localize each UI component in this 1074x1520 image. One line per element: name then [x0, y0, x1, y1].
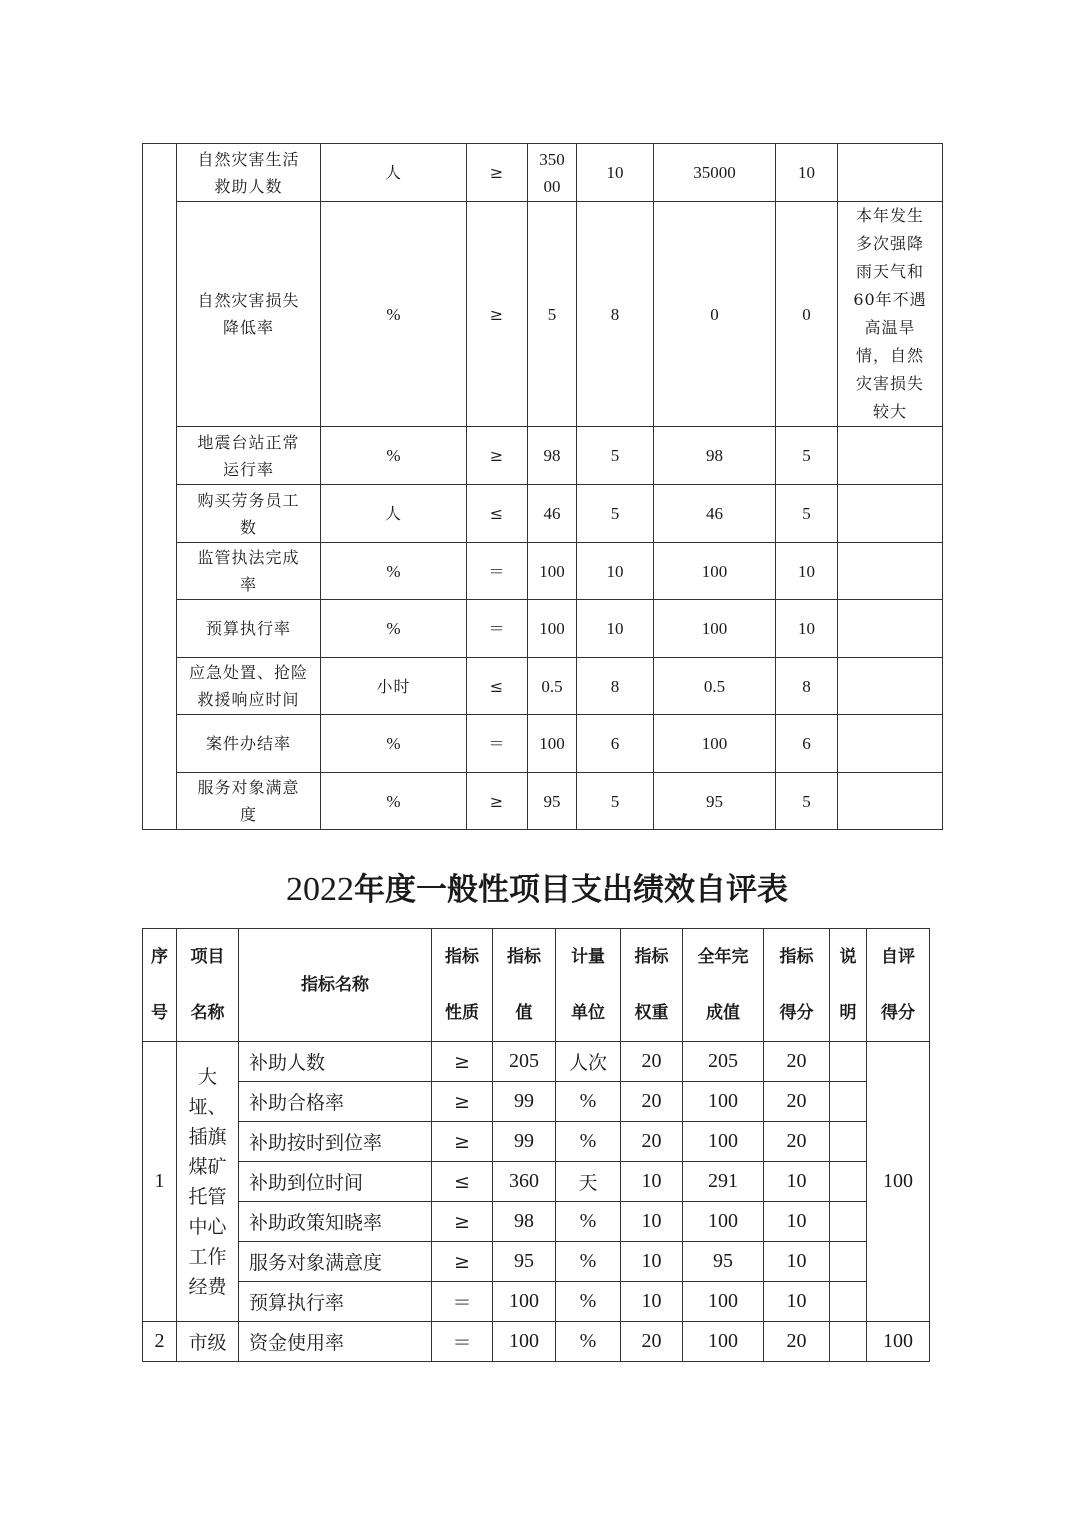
note-cell — [830, 1282, 867, 1322]
table-row — [143, 600, 943, 658]
unit-cell: % — [321, 600, 467, 658]
note-cell — [838, 715, 943, 773]
score-cell: 20 — [764, 1042, 830, 1082]
operator-cell: ≥ — [432, 1042, 493, 1082]
operator-cell: ≤ — [432, 1162, 493, 1202]
weight-cell: 8 — [577, 658, 654, 715]
table-row — [143, 715, 943, 773]
indicator-name: 补助政策知晓率 — [239, 1202, 432, 1242]
indicator-name: 预算执行率 — [177, 600, 321, 658]
score-cell: 10 — [776, 600, 838, 658]
score-cell: 5 — [776, 485, 838, 543]
unit-cell: % — [556, 1082, 621, 1122]
indicator-name: 服务对象满意度 — [177, 773, 321, 830]
actual-cell: 35000 — [654, 144, 776, 202]
header-project: 项目名称 — [177, 929, 239, 1042]
actual-cell: 291 — [683, 1162, 764, 1202]
operator-cell: ≥ — [467, 773, 528, 830]
note-cell — [838, 144, 943, 202]
note-cell — [838, 485, 943, 543]
note-cell — [838, 773, 943, 830]
unit-cell: % — [321, 715, 467, 773]
operator-cell: ≥ — [467, 144, 528, 202]
indicator-name: 补助人数 — [239, 1042, 432, 1082]
actual-cell: 100 — [654, 600, 776, 658]
score-cell: 10 — [776, 144, 838, 202]
indicator-name: 补助按时到位率 — [239, 1122, 432, 1162]
table-row — [143, 1202, 930, 1242]
note-cell — [838, 543, 943, 600]
header-unit: 计量单位 — [556, 929, 621, 1042]
score-cell: 10 — [764, 1282, 830, 1322]
indicator-name: 资金使用率 — [239, 1322, 432, 1362]
table-row — [143, 1242, 930, 1282]
indicator-name: 监管执法完成率 — [177, 543, 321, 600]
weight-cell: 20 — [621, 1042, 683, 1082]
target-cell: 100 — [528, 600, 577, 658]
self-score-cell: 100 — [867, 1042, 930, 1322]
score-cell: 10 — [764, 1162, 830, 1202]
indicator-name: 自然灾害损失降低率 — [177, 202, 321, 427]
value-cell: 100 — [493, 1322, 556, 1362]
unit-cell: % — [321, 427, 467, 485]
operator-cell: ≤ — [467, 658, 528, 715]
score-cell: 8 — [776, 658, 838, 715]
unit-cell: 人 — [321, 144, 467, 202]
self-score-cell: 100 — [867, 1322, 930, 1362]
unit-cell: % — [556, 1282, 621, 1322]
indicator-name: 预算执行率 — [239, 1282, 432, 1322]
operator-cell: ≥ — [432, 1122, 493, 1162]
table-row — [143, 543, 943, 600]
table-row — [143, 1082, 930, 1122]
target-cell: 0.5 — [528, 658, 577, 715]
actual-cell: 95 — [683, 1242, 764, 1282]
indicator-table-continued — [142, 143, 943, 830]
score-cell: 10 — [764, 1242, 830, 1282]
project-name-cell: 大垭、插旗煤矿托管中心工作经费 — [177, 1042, 239, 1322]
note-cell — [830, 1162, 867, 1202]
weight-cell: 5 — [577, 427, 654, 485]
header-row — [143, 929, 930, 1042]
operator-cell: ≥ — [467, 427, 528, 485]
value-cell: 95 — [493, 1242, 556, 1282]
note-cell: 本年发生多次强降雨天气和60年不遇高温旱情，自然灾害损失较大 — [838, 202, 943, 427]
value-cell: 100 — [493, 1282, 556, 1322]
value-cell: 205 — [493, 1042, 556, 1082]
indicator-name: 补助合格率 — [239, 1082, 432, 1122]
score-cell: 5 — [776, 773, 838, 830]
target-cell: 100 — [528, 715, 577, 773]
actual-cell: 205 — [683, 1042, 764, 1082]
target-cell: 100 — [528, 543, 577, 600]
unit-cell: 人 — [321, 485, 467, 543]
actual-cell: 46 — [654, 485, 776, 543]
target-cell: 5 — [528, 202, 577, 427]
weight-cell: 8 — [577, 202, 654, 427]
actual-cell: 100 — [683, 1122, 764, 1162]
unit-cell: 天 — [556, 1162, 621, 1202]
header-self-score: 自评得分 — [867, 929, 930, 1042]
weight-cell: 20 — [621, 1122, 683, 1162]
target-cell: 35000 — [528, 144, 577, 202]
operator-cell: ＝ — [432, 1322, 493, 1362]
header-note: 说明 — [830, 929, 867, 1042]
actual-cell: 0 — [654, 202, 776, 427]
indicator-name: 补助到位时间 — [239, 1162, 432, 1202]
operator-cell: ＝ — [467, 600, 528, 658]
indicator-name: 案件办结率 — [177, 715, 321, 773]
operator-cell: ≥ — [432, 1202, 493, 1242]
weight-cell: 20 — [621, 1082, 683, 1122]
actual-cell: 100 — [654, 543, 776, 600]
score-cell: 10 — [776, 543, 838, 600]
weight-cell: 5 — [577, 773, 654, 830]
header-actual: 全年完成值 — [683, 929, 764, 1042]
note-cell — [830, 1242, 867, 1282]
indicator-name: 地震台站正常运行率 — [177, 427, 321, 485]
score-cell: 20 — [764, 1322, 830, 1362]
note-cell — [838, 600, 943, 658]
target-cell: 46 — [528, 485, 577, 543]
project-name-cell: 市级 — [177, 1322, 239, 1362]
operator-cell: ＝ — [432, 1282, 493, 1322]
weight-cell: 5 — [577, 485, 654, 543]
title-year: 2022 — [286, 871, 354, 908]
unit-cell: % — [321, 202, 467, 427]
score-cell: 0 — [776, 202, 838, 427]
weight-cell: 10 — [621, 1162, 683, 1202]
operator-cell: ≥ — [467, 202, 528, 427]
performance-table — [142, 928, 930, 1362]
unit-cell: % — [556, 1242, 621, 1282]
table-row — [143, 1122, 930, 1162]
header-weight: 指标权重 — [621, 929, 683, 1042]
score-cell: 6 — [776, 715, 838, 773]
actual-cell: 100 — [683, 1202, 764, 1242]
weight-cell: 10 — [621, 1282, 683, 1322]
empty-cell — [143, 144, 177, 830]
indicator-name: 服务对象满意度 — [239, 1242, 432, 1282]
operator-cell: ＝ — [467, 543, 528, 600]
actual-cell: 100 — [683, 1082, 764, 1122]
unit-cell: 人次 — [556, 1042, 621, 1082]
value-cell: 99 — [493, 1082, 556, 1122]
indicator-name: 自然灾害生活救助人数 — [177, 144, 321, 202]
note-cell — [838, 658, 943, 715]
operator-cell: ≥ — [432, 1082, 493, 1122]
page-title — [0, 864, 1074, 909]
actual-cell: 0.5 — [654, 658, 776, 715]
weight-cell: 10 — [577, 144, 654, 202]
header-seq: 序号 — [143, 929, 177, 1042]
indicator-name: 应急处置、抢险救援响应时间 — [177, 658, 321, 715]
weight-cell: 10 — [621, 1242, 683, 1282]
score-cell: 20 — [764, 1122, 830, 1162]
operator-cell: ≥ — [432, 1242, 493, 1282]
score-cell: 20 — [764, 1082, 830, 1122]
weight-cell: 6 — [577, 715, 654, 773]
unit-cell: % — [556, 1202, 621, 1242]
table-row — [143, 1162, 930, 1202]
actual-cell: 100 — [654, 715, 776, 773]
header-value: 指标值 — [493, 929, 556, 1042]
unit-cell: % — [556, 1122, 621, 1162]
table-row — [143, 773, 943, 830]
actual-cell: 100 — [683, 1282, 764, 1322]
actual-cell: 95 — [654, 773, 776, 830]
value-cell: 98 — [493, 1202, 556, 1242]
target-cell: 98 — [528, 427, 577, 485]
note-cell — [830, 1202, 867, 1242]
note-cell — [838, 427, 943, 485]
weight-cell: 10 — [621, 1202, 683, 1242]
weight-cell: 20 — [621, 1322, 683, 1362]
note-cell — [830, 1322, 867, 1362]
table-row — [143, 1042, 930, 1082]
table-row — [143, 1282, 930, 1322]
table-row — [143, 658, 943, 715]
operator-cell: ≤ — [467, 485, 528, 543]
actual-cell: 98 — [654, 427, 776, 485]
note-cell — [830, 1082, 867, 1122]
weight-cell: 10 — [577, 543, 654, 600]
table-row — [143, 427, 943, 485]
unit-cell: % — [556, 1322, 621, 1362]
score-cell: 5 — [776, 427, 838, 485]
operator-cell: ＝ — [467, 715, 528, 773]
actual-cell: 100 — [683, 1322, 764, 1362]
unit-cell: % — [321, 773, 467, 830]
header-nature: 指标性质 — [432, 929, 493, 1042]
table-row — [143, 202, 943, 427]
indicator-name: 购买劳务员工数 — [177, 485, 321, 543]
header-indicator: 指标名称 — [239, 929, 432, 1042]
value-cell: 99 — [493, 1122, 556, 1162]
table-row — [143, 1322, 930, 1362]
title-text: 年度一般性项目支出绩效自评表 — [354, 872, 788, 908]
seq-cell: 1 — [143, 1042, 177, 1322]
target-cell: 95 — [528, 773, 577, 830]
score-cell: 10 — [764, 1202, 830, 1242]
unit-cell: 小时 — [321, 658, 467, 715]
weight-cell: 10 — [577, 600, 654, 658]
seq-cell: 2 — [143, 1322, 177, 1362]
value-cell: 360 — [493, 1162, 556, 1202]
note-cell — [830, 1122, 867, 1162]
table-row — [143, 485, 943, 543]
table-row — [143, 144, 943, 202]
note-cell — [830, 1042, 867, 1082]
unit-cell: % — [321, 543, 467, 600]
header-score: 指标得分 — [764, 929, 830, 1042]
